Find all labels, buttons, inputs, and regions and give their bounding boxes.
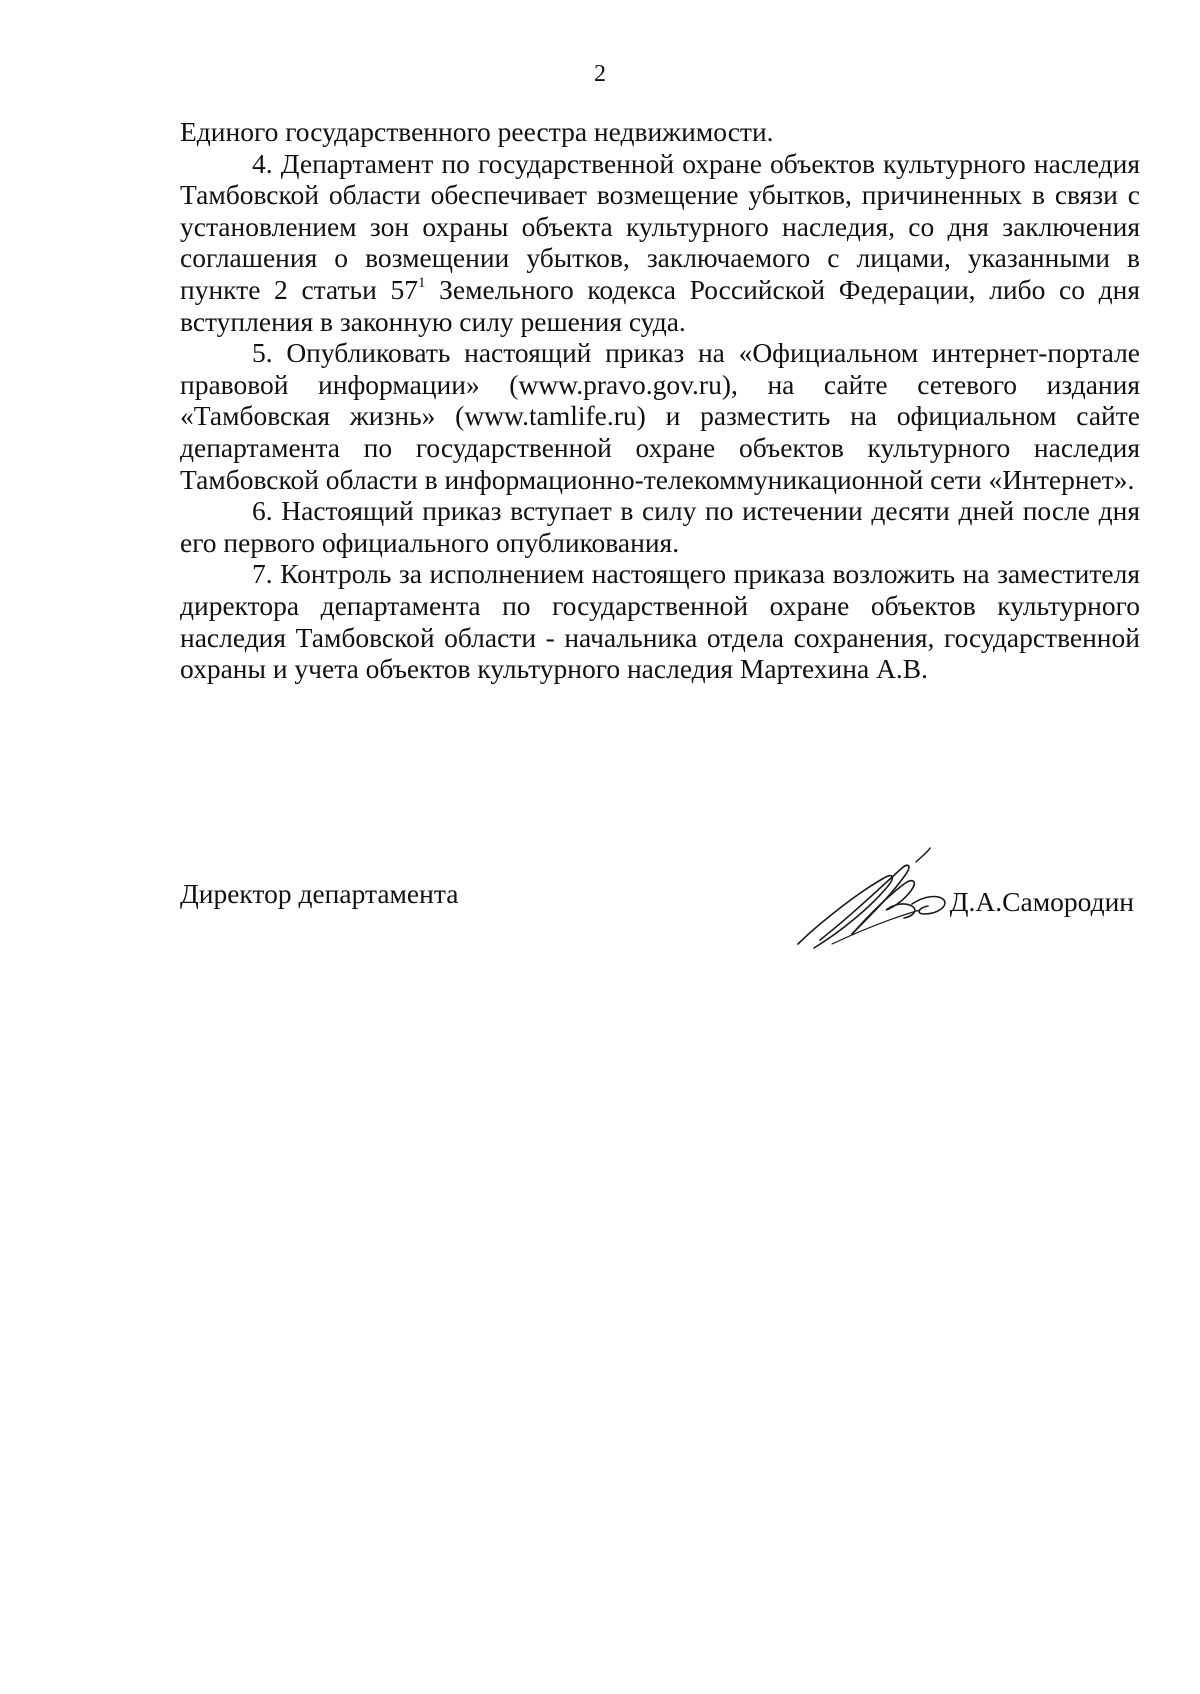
- paragraph-4: [180, 148, 1140, 338]
- paragraph-continuation: Единого государственного реестра недвижимости.: [180, 116, 774, 147]
- paragraph-4-text: 4. Департамент по государственной охране объектов культурного наследия Тамбовской области обеспечивает возмещение убытков, причиненных в связи с установлением зон охраны объекта культурного наследия, со дня заключения соглашения о возмещении убытков, заключаемого с лицами, указанными в пункте 2 статьи 57: [180, 147, 1140, 305]
- handwritten-signature: [792, 844, 962, 954]
- page-number: 2: [594, 61, 606, 87]
- signatory-name: Д.А.Самородин: [949, 886, 1134, 917]
- signature-block: [180, 878, 1140, 958]
- article-superscript: 1: [417, 274, 426, 291]
- paragraph-4-tail: Земельного кодекса Российской Федерации, либо со дня вступления в законную силу решения суда.: [180, 273, 1140, 337]
- paragraph-7: 7. Контроль за исполнением настоящего приказа возложить на заместителя директора департамента по государственной охране объектов культурного наследия Тамбовской области - начальника отдела сохранения, государственной охраны и учета объектов культурного наследия Мартехина А.В.: [180, 558, 1140, 685]
- document-body: [180, 116, 1140, 685]
- paragraph-5: 5. Опубликовать настоящий приказ на «Официальном интернет-портале правовой информации» (www.pravo.gov.ru), на сайте сетевого издания «Тамбовская жизнь» (www.tamlife.ru) и разместить на официальном сайте департамента по государственной охране объектов культурного наследия Тамбовской области в информационно-телекоммуникационной сети «Интернет».: [180, 337, 1140, 495]
- paragraph-6: 6. Настоящий приказ вступает в силу по истечении десяти дней после дня его первого официального опубликования.: [180, 495, 1140, 558]
- signatory-title: Директор департамента: [180, 878, 459, 909]
